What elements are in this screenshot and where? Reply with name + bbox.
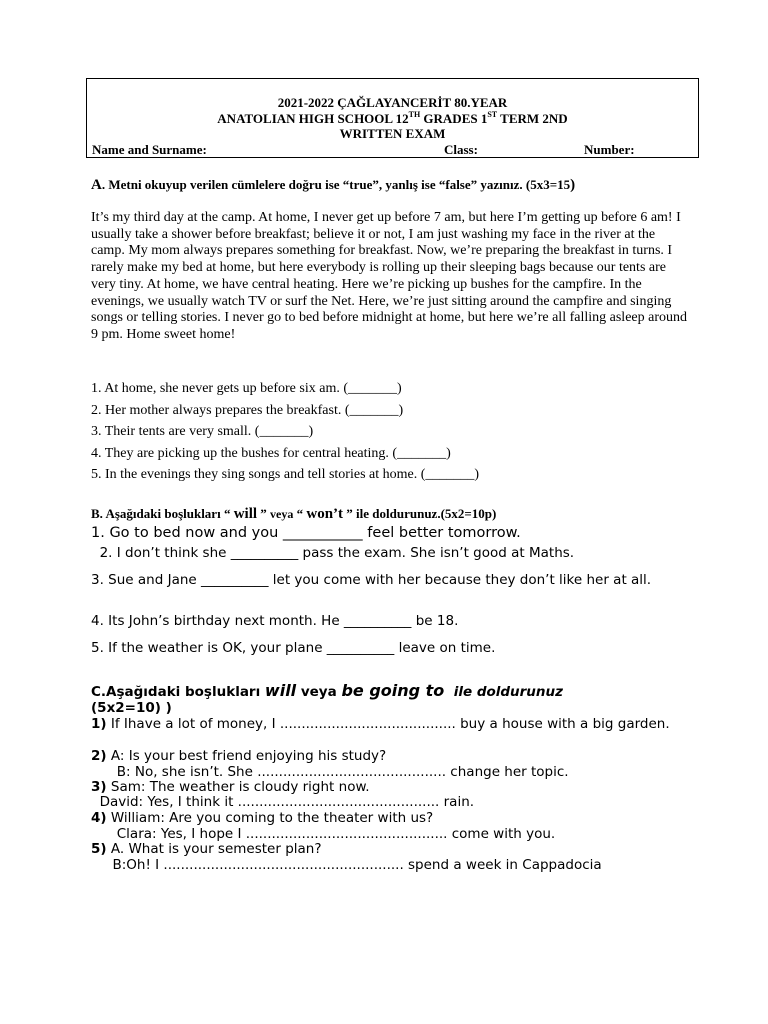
- section-b-title-part-d: ” ile doldurunuz.(5x2=10p): [343, 506, 497, 521]
- item-text: A. What is your semester plan?: [106, 841, 322, 857]
- section-b-question-4: 4. Its John’s birthday next month. He __________ be 18.: [91, 613, 459, 629]
- true-false-statement-1: 1. At home, she never gets up before six am. (_______): [91, 381, 402, 396]
- number-label: Number:: [584, 142, 635, 157]
- item-text: David: Yes, I think it ............................................... rain.: [91, 794, 475, 810]
- section-c-word-be-going-to: be going to: [341, 681, 445, 700]
- section-b-title-part-c: “: [293, 506, 307, 521]
- true-false-statement-4: 4. They are picking up the bushes for central heating. (_______): [91, 446, 451, 461]
- section-c-item-3a: [91, 779, 691, 795]
- item-text: If Ihave a lot of money, I ......................................... buy a house with a big garden.: [106, 716, 670, 732]
- section-c-item-3b: [91, 794, 691, 810]
- section-c-item-4a: [91, 810, 691, 826]
- section-c-item-5a: [91, 841, 691, 857]
- title-sup-th: TH: [408, 109, 421, 119]
- true-false-statement-5: 5. In the evenings they sing songs and tell stories at home. (_______): [91, 467, 480, 482]
- section-c-item-2b: [91, 764, 691, 780]
- exam-title-line-2: [87, 111, 698, 127]
- exam-header-box: [86, 78, 699, 158]
- title-line-2-part-b: GRADES 1: [420, 111, 488, 126]
- true-false-statement-3: 3. Their tents are very small. (_______): [91, 424, 314, 439]
- section-b-question-1: 1. Go to bed now and you ___________ feel better tomorrow.: [91, 525, 521, 541]
- section-c-title-part-b: veya: [296, 684, 342, 700]
- section-c-item-4b: [91, 826, 691, 842]
- section-a-title: [91, 177, 711, 194]
- section-c-item-5b: [91, 857, 691, 873]
- title-sup-st: ST: [487, 109, 498, 119]
- exam-title-line-1: 2021-2022 ÇAĞLAYANCERİT 80.YEAR: [277, 95, 508, 110]
- section-c-title: [91, 683, 711, 716]
- exam-title-line-3: WRITTEN EXAM: [339, 126, 446, 141]
- section-c-title-part-a: C.Aşağıdaki boşlukları: [91, 684, 265, 700]
- item-number: 5): [91, 841, 107, 857]
- class-label: Class:: [444, 142, 478, 157]
- section-b-title-part-a: B. Aşağıdaki boşlukları “: [91, 506, 234, 521]
- item-number: 1): [91, 716, 107, 732]
- section-b-title-part-b: ”: [257, 506, 271, 521]
- item-text: A: Is your best friend enjoying his study?: [106, 748, 387, 764]
- section-b-word-veya: veya: [270, 507, 294, 521]
- item-text: B: No, she isn’t. She ............................................ change her topic.: [91, 764, 569, 780]
- title-line-2-part-c: TERM 2ND: [497, 111, 568, 126]
- section-a-letter: A: [91, 177, 102, 193]
- item-number: 4): [91, 810, 107, 826]
- title-line-2-part-a: ANATOLIAN HIGH SCHOOL 12: [217, 111, 409, 126]
- item-number: 2): [91, 748, 107, 764]
- reading-passage: It’s my third day at the camp. At home, I never get up before 7 am, but here I’m getting up before 6 am! I usually take a shower before breakfast; believe it or not, I am just washing my face in the river at the camp. My mom always prepares something for breakfast. Now, we’re preparing the breakfast in turns. I rarely make my bed at home, but here everybody is rolling up their sleeping bags because our tents are very tiny. At home, we have central heating. Here we’re picking up bushes for the campfire. In the evenings, we usually watch TV or surf the Net. Here, we’re just sitting around the campfire and singing songs or telling stories. I never go to bed before midnight at home, but here we’re all falling asleep around 9 pm. Home sweet home!: [91, 210, 687, 342]
- section-b-word-will: will: [233, 506, 258, 522]
- section-c-item-2a: [91, 748, 691, 764]
- item-text: William: Are you coming to the theater with us?: [106, 810, 434, 826]
- section-c-title-spacer: [444, 684, 453, 700]
- true-false-statement-2: 2. Her mother always prepares the breakfast. (_______): [91, 403, 404, 418]
- name-surname-label: Name and Surname:: [92, 142, 207, 157]
- section-b-question-2: 2. I don’t think she __________ pass the exam. She isn’t good at Maths.: [91, 545, 575, 561]
- section-a-instruction: . Metni okuyup verilen cümlelere doğru ise “true”, yanlış ise “false” yazınız. (5x3=15: [101, 177, 571, 192]
- item-text: Clara: Yes, I hope I ............................................... come with you.: [91, 826, 556, 842]
- item-text: B:Oh! I ........................................................ spend a week in Cappadocia: [91, 857, 602, 873]
- section-b-question-3: 3. Sue and Jane __________ let you come with her because they don’t like her at all.: [91, 572, 652, 588]
- section-b-title: [91, 506, 711, 523]
- item-number: 3): [91, 779, 107, 795]
- section-c-item-1: [91, 716, 691, 732]
- section-c-word-will: will: [264, 681, 297, 700]
- section-c-score: (5x2=10) ): [91, 700, 172, 716]
- section-b-question-5: 5. If the weather is OK, your plane __________ leave on time.: [91, 640, 496, 656]
- section-a-close-paren: ): [570, 177, 576, 193]
- section-c-word-ile-doldurunuz: ile doldurunuz: [453, 684, 564, 700]
- section-b-word-wont: won’t: [306, 506, 344, 522]
- student-info-row: [87, 142, 698, 158]
- item-text: Sam: The weather is cloudy right now.: [106, 779, 370, 795]
